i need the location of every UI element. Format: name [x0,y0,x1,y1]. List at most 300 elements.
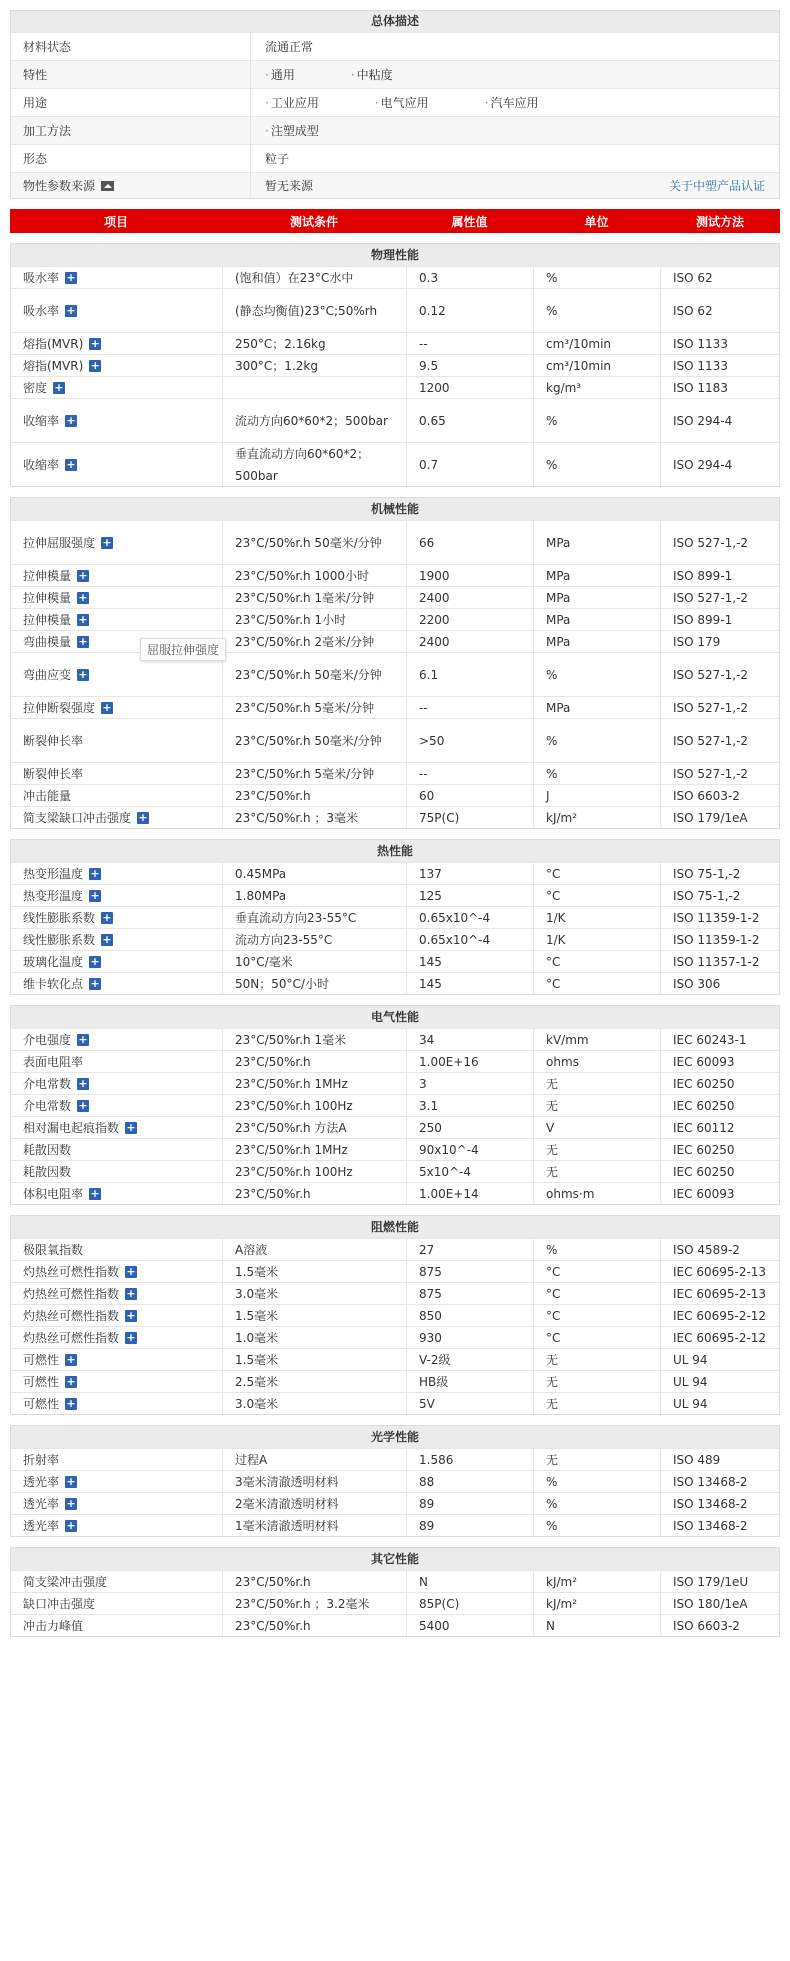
test-condition: 23°C/50%r.h 100Hz [235,1098,353,1113]
overview-label [11,117,251,144]
test-condition-cell [223,763,407,784]
property-name-cell [11,1095,223,1116]
test-condition-cell [223,1305,407,1326]
property-value: V-2级 [419,1352,451,1367]
property-name-cell [11,333,223,354]
property-row [11,718,779,762]
plus-icon[interactable]: + [126,1120,136,1134]
property-row [11,398,779,442]
plus-icon[interactable]: + [54,380,64,394]
plus-icon[interactable]: + [102,700,112,714]
property-row [11,1260,779,1282]
test-condition-cell [223,807,407,828]
plus-icon[interactable]: + [78,1098,88,1112]
test-method-cell [661,267,779,288]
overview-value [251,61,779,88]
property-name: 线性膨胀系数 [23,910,96,925]
property-unit-cell [534,1349,661,1370]
plus-icon[interactable]: + [66,303,76,317]
property-name: 拉伸模量 [23,612,72,627]
test-method-cell [661,763,779,784]
test-method-cell [661,1371,779,1392]
property-name: 热变形温度 [23,866,84,881]
test-condition-cell [223,443,407,486]
plus-icon[interactable]: + [126,1308,136,1322]
property-row [11,288,779,332]
property-name: 熔指(MVR) [23,336,84,351]
property-name-cell [11,863,223,884]
plus-icon[interactable]: + [126,1264,136,1278]
property-value-cell [407,1515,534,1536]
property-value: 89 [419,1496,435,1511]
plus-icon[interactable]: + [90,358,100,372]
property-name: 弯曲应变 [23,667,72,682]
property-unit: % [546,413,558,428]
property-unit-cell [534,885,661,906]
test-method: IEC 60250 [673,1142,735,1157]
plus-icon[interactable]: + [102,910,112,924]
property-unit-cell [534,1327,661,1348]
test-method: ISO 11359-1-2 [673,932,760,947]
overview-tag[interactable]: · 汽车应用 [485,94,539,111]
property-unit-cell [534,1183,661,1204]
property-unit-cell [534,1261,661,1282]
property-unit: 无 [546,1142,559,1157]
header-value: 属性值 [451,214,488,229]
test-method: ISO 489 [673,1452,721,1467]
property-unit: % [546,1518,558,1533]
property-name-cell [11,1327,223,1348]
property-value-cell [407,1183,534,1204]
test-method-cell [661,719,779,762]
property-unit-cell [534,443,661,486]
plus-icon[interactable]: + [126,1330,136,1344]
test-condition: 2.5毫米 [235,1374,279,1389]
test-method: ISO 179 [673,634,721,649]
test-condition-cell [223,653,407,696]
test-method: ISO 180/1eA [673,1596,748,1611]
plus-icon[interactable]: + [126,1286,136,1300]
property-row [11,762,779,784]
property-name: 相对漏电起痕指数 [23,1120,120,1135]
test-method: ISO 1183 [673,380,728,395]
plus-icon[interactable]: + [102,535,112,549]
plus-icon[interactable]: + [66,1352,76,1366]
plus-icon[interactable]: + [78,1076,88,1090]
property-unit: kJ/m² [546,1596,578,1611]
property-name-cell [11,1139,223,1160]
test-condition: 23°C/50%r.h 1MHz [235,1076,348,1091]
property-section [10,1547,780,1637]
property-value-cell [407,521,534,564]
test-method-cell [661,609,779,630]
property-name-cell [11,377,223,398]
test-method-cell [661,1449,779,1470]
test-method: IEC 60695-2-12 [673,1330,767,1345]
section-title: 机械性能 [11,498,779,520]
property-name: 表面电阻率 [23,1054,84,1069]
test-condition: 50N；50°C/小时 [235,976,329,991]
test-condition-cell [223,973,407,994]
test-method-cell [661,1029,779,1050]
overview-tag[interactable]: · 通用 [265,66,295,83]
property-name-cell [11,951,223,972]
test-condition-cell [223,587,407,608]
test-method-cell [661,1393,779,1414]
test-method-cell [661,1493,779,1514]
test-method: ISO 179/1eA [673,810,748,825]
test-condition-cell [223,1349,407,1370]
test-method-cell [661,631,779,652]
certification-link[interactable]: 关于中塑产品认证 [668,179,765,193]
property-row [11,972,779,994]
test-method: IEC 60250 [673,1164,735,1179]
test-condition-cell [223,1261,407,1282]
plus-icon[interactable]: + [78,568,88,582]
property-value-cell [407,1393,534,1414]
property-unit: MPa [546,700,571,715]
property-name-cell [11,1493,223,1514]
test-method: ISO 294-4 [673,457,733,472]
property-unit: % [546,270,558,285]
plus-icon[interactable]: + [90,1186,100,1200]
overview-value [251,33,779,60]
plus-icon[interactable]: + [78,590,88,604]
property-unit: 无 [546,1076,559,1091]
property-name: 透光率 [23,1518,60,1533]
property-row [11,1326,779,1348]
property-name: 耗散因数 [23,1164,72,1179]
test-condition: 10°C/毫米 [235,954,293,969]
property-name: 熔指(MVR) [23,358,84,373]
test-condition-cell [223,289,407,332]
property-name: 介电强度 [23,1032,72,1047]
property-value: 66 [419,535,435,550]
test-condition: 2毫米清澈透明材料 [235,1496,339,1511]
property-value-cell [407,631,534,652]
overview-tag[interactable]: · 工业应用 [265,94,319,111]
property-value-cell [407,951,534,972]
section-title: 其它性能 [11,1548,779,1570]
property-value: 3.1 [419,1098,439,1113]
property-name: 可燃性 [23,1352,60,1367]
property-name-cell [11,719,223,762]
property-row [11,1160,779,1182]
test-method-cell [661,399,779,442]
plus-icon[interactable]: + [78,1032,88,1046]
test-method: UL 94 [673,1352,708,1367]
property-name: 断裂伸长率 [23,766,84,781]
property-unit: MPa [546,568,571,583]
property-row [11,906,779,928]
overview-label-text: 材料状态 [23,40,72,54]
test-condition-cell [223,1615,407,1636]
property-row [11,784,779,806]
property-row [11,928,779,950]
property-name: 耗散因数 [23,1142,72,1157]
property-unit: 无 [546,1098,559,1113]
property-unit-cell [534,763,661,784]
test-condition: 1.5毫米 [235,1352,279,1367]
property-value: 34 [419,1032,435,1047]
overview-value [251,173,779,198]
property-name: 收缩率 [23,413,60,428]
property-value: 2400 [419,590,450,605]
property-unit-cell [534,587,661,608]
property-row [11,1028,779,1050]
test-method-cell [661,785,779,806]
property-row [11,376,779,398]
test-condition-cell [223,1095,407,1116]
property-unit-cell [534,333,661,354]
test-method: IEC 60695-2-13 [673,1286,767,1301]
property-value-cell [407,587,534,608]
property-name-cell [11,399,223,442]
header-method: 测试方法 [695,214,744,229]
plus-icon[interactable]: + [66,1396,76,1410]
property-row [11,1138,779,1160]
plus-icon[interactable]: + [66,270,76,284]
plus-icon[interactable]: + [66,413,76,427]
test-method: ISO 527-1,-2 [673,535,749,550]
section-title: 光学性能 [11,1426,779,1448]
test-condition: 0.45MPa [235,866,287,881]
property-value: 0.65x10^-4 [419,932,491,947]
property-value-cell [407,1305,534,1326]
property-value-cell [407,1615,534,1636]
test-method: ISO 13468-2 [673,1518,748,1533]
property-value: 1.586 [419,1452,454,1467]
property-unit-cell [534,1615,661,1636]
property-row [11,1094,779,1116]
overview-row [11,144,779,172]
property-row [11,696,779,718]
property-name: 介电常数 [23,1076,72,1091]
property-name: 透光率 [23,1474,60,1489]
plus-icon[interactable]: + [66,457,76,471]
property-value-cell [407,1283,534,1304]
property-row [11,1592,779,1614]
property-row [11,1448,779,1470]
test-condition: 过程A [235,1452,268,1467]
property-name: 介电常数 [23,1098,72,1113]
test-method: ISO 306 [673,976,721,991]
test-condition-cell [223,1029,407,1050]
property-name: 缺口冲击强度 [23,1596,96,1611]
test-condition: 23°C/50%r.h [235,1186,311,1201]
plus-icon[interactable]: + [90,866,100,880]
test-method: IEC 60695-2-13 [673,1264,767,1279]
header-unit: 单位 [584,214,609,229]
property-name-cell [11,1471,223,1492]
property-name: 吸水率 [23,303,60,318]
test-condition: 垂直流动方向60*60*2；500bar [235,446,370,483]
test-method-cell [661,355,779,376]
overview-title: 总体描述 [11,11,779,32]
property-name: 可燃性 [23,1374,60,1389]
test-condition-cell [223,1073,407,1094]
plus-icon[interactable]: + [90,888,100,902]
plus-icon[interactable]: + [90,976,100,990]
header-condition: 测试条件 [289,214,338,229]
property-name-cell [11,1515,223,1536]
property-unit-cell [534,377,661,398]
property-value-cell [407,1073,534,1094]
property-unit: ohms·m [546,1186,595,1201]
property-unit: % [546,667,558,682]
property-row [11,1072,779,1094]
overview-tag[interactable]: · 中粘度 [351,66,393,83]
plus-icon[interactable]: + [66,1496,76,1510]
test-condition: 1.0毫米 [235,1330,279,1345]
test-method-cell [661,653,779,696]
property-unit: % [546,1496,558,1511]
test-method-cell [661,1615,779,1636]
property-value: 125 [419,888,442,903]
test-method: ISO 179/1eU [673,1574,749,1589]
property-value: 0.7 [419,457,439,472]
property-value-cell [407,1261,534,1282]
test-condition-cell [223,1493,407,1514]
property-unit-cell [534,1117,661,1138]
test-method: ISO 527-1,-2 [673,590,749,605]
property-value: 1200 [419,380,450,395]
property-unit-cell [534,1515,661,1536]
property-value: >50 [419,733,445,748]
overview-value-text: 流通正常 [265,40,314,54]
test-condition-cell [223,1515,407,1536]
test-method: IEC 60243-1 [673,1032,747,1047]
property-value: 6.1 [419,667,439,682]
overview-value-text: 暂无来源 [265,179,314,193]
property-unit-cell [534,907,661,928]
test-method-cell [661,863,779,884]
property-unit-cell [534,653,661,696]
plus-icon[interactable]: + [90,336,100,350]
property-name-cell [11,443,223,486]
test-method: ISO 1133 [673,336,728,351]
property-section [10,1005,780,1205]
plus-icon[interactable]: + [66,1474,76,1488]
plus-icon[interactable]: + [78,667,88,681]
test-condition: 23°C/50%r.h 5毫米/分钟 [235,700,375,715]
property-unit: N [546,1618,555,1633]
test-condition: 250°C；2.16kg [235,336,326,351]
property-row [11,1614,779,1636]
property-unit: V [546,1120,555,1135]
property-row [11,1282,779,1304]
test-method: IEC 60695-2-12 [673,1308,767,1323]
property-name: 收缩率 [23,457,60,472]
plus-icon[interactable]: + [66,1518,76,1532]
tooltip: 屈服拉伸强度 [140,638,226,661]
test-method-cell [661,1183,779,1204]
plus-icon[interactable]: + [66,1374,76,1388]
overview-value-text: 粒子 [265,152,290,166]
test-condition: 23°C/50%r.h 5毫米/分钟 [235,766,375,781]
property-unit-cell [534,1593,661,1614]
property-unit: cm³/10min [546,358,612,373]
test-condition-cell [223,951,407,972]
test-method: ISO 899-1 [673,612,733,627]
test-condition-cell [223,1593,407,1614]
property-name: 维卡软化点 [23,976,84,991]
property-value: 1900 [419,568,450,583]
plus-icon[interactable]: + [78,634,88,648]
property-value: 145 [419,954,442,969]
test-condition: 23°C/50%r.h 1000小时 [235,568,369,583]
property-name-cell [11,609,223,630]
property-unit: % [546,303,558,318]
property-row [11,1492,779,1514]
overview-tag[interactable]: · 注塑成型 [265,122,319,139]
property-row [11,1348,779,1370]
property-name: 线性膨胀系数 [23,932,96,947]
property-value-cell [407,289,534,332]
test-method: ISO 527-1,-2 [673,766,749,781]
property-value-cell [407,1571,534,1592]
property-unit-cell [534,1449,661,1470]
test-method-cell [661,1305,779,1326]
test-condition-cell [223,609,407,630]
property-unit-cell [534,609,661,630]
property-section [10,243,780,487]
test-method-cell [661,565,779,586]
property-value: 5V [419,1396,435,1411]
property-value-cell [407,443,534,486]
property-name-cell [11,1029,223,1050]
property-value-cell [407,1117,534,1138]
property-value: 250 [419,1120,442,1135]
property-name-cell [11,1183,223,1204]
property-value: 3 [419,1076,427,1091]
test-method-cell [661,1261,779,1282]
property-name-cell [11,587,223,608]
property-value: 875 [419,1286,442,1301]
property-name-cell [11,1261,223,1282]
property-name: 简支梁缺口冲击强度 [23,810,132,825]
test-method: ISO 527-1,-2 [673,733,749,748]
image-icon[interactable] [101,181,114,191]
property-name: 简支梁冲击强度 [23,1574,108,1589]
overview-label-text: 物性参数来源 [23,179,96,193]
property-value-cell [407,1349,534,1370]
property-value: 5400 [419,1618,450,1633]
property-value: 875 [419,1264,442,1279]
property-row [11,806,779,828]
property-value: 0.3 [419,270,439,285]
test-condition: 流动方向23-55°C [235,932,333,947]
plus-icon[interactable]: + [90,954,100,968]
test-condition-cell [223,1117,407,1138]
overview-value [251,89,779,116]
overview-tag[interactable]: · 电气应用 [375,94,429,111]
plus-icon[interactable]: + [102,932,112,946]
property-name: 拉伸断裂强度 [23,700,96,715]
property-value-cell [407,1327,534,1348]
property-unit: MPa [546,612,571,627]
table-header-bar [10,209,780,233]
plus-icon[interactable]: + [78,612,88,626]
test-condition: 垂直流动方向23-55°C [235,910,357,925]
plus-icon[interactable]: + [138,810,148,824]
property-value: 60 [419,788,435,803]
overview-label [11,33,251,60]
test-condition-cell [223,1571,407,1592]
property-name-cell [11,785,223,806]
property-value-cell [407,1095,534,1116]
overview-value [251,117,779,144]
